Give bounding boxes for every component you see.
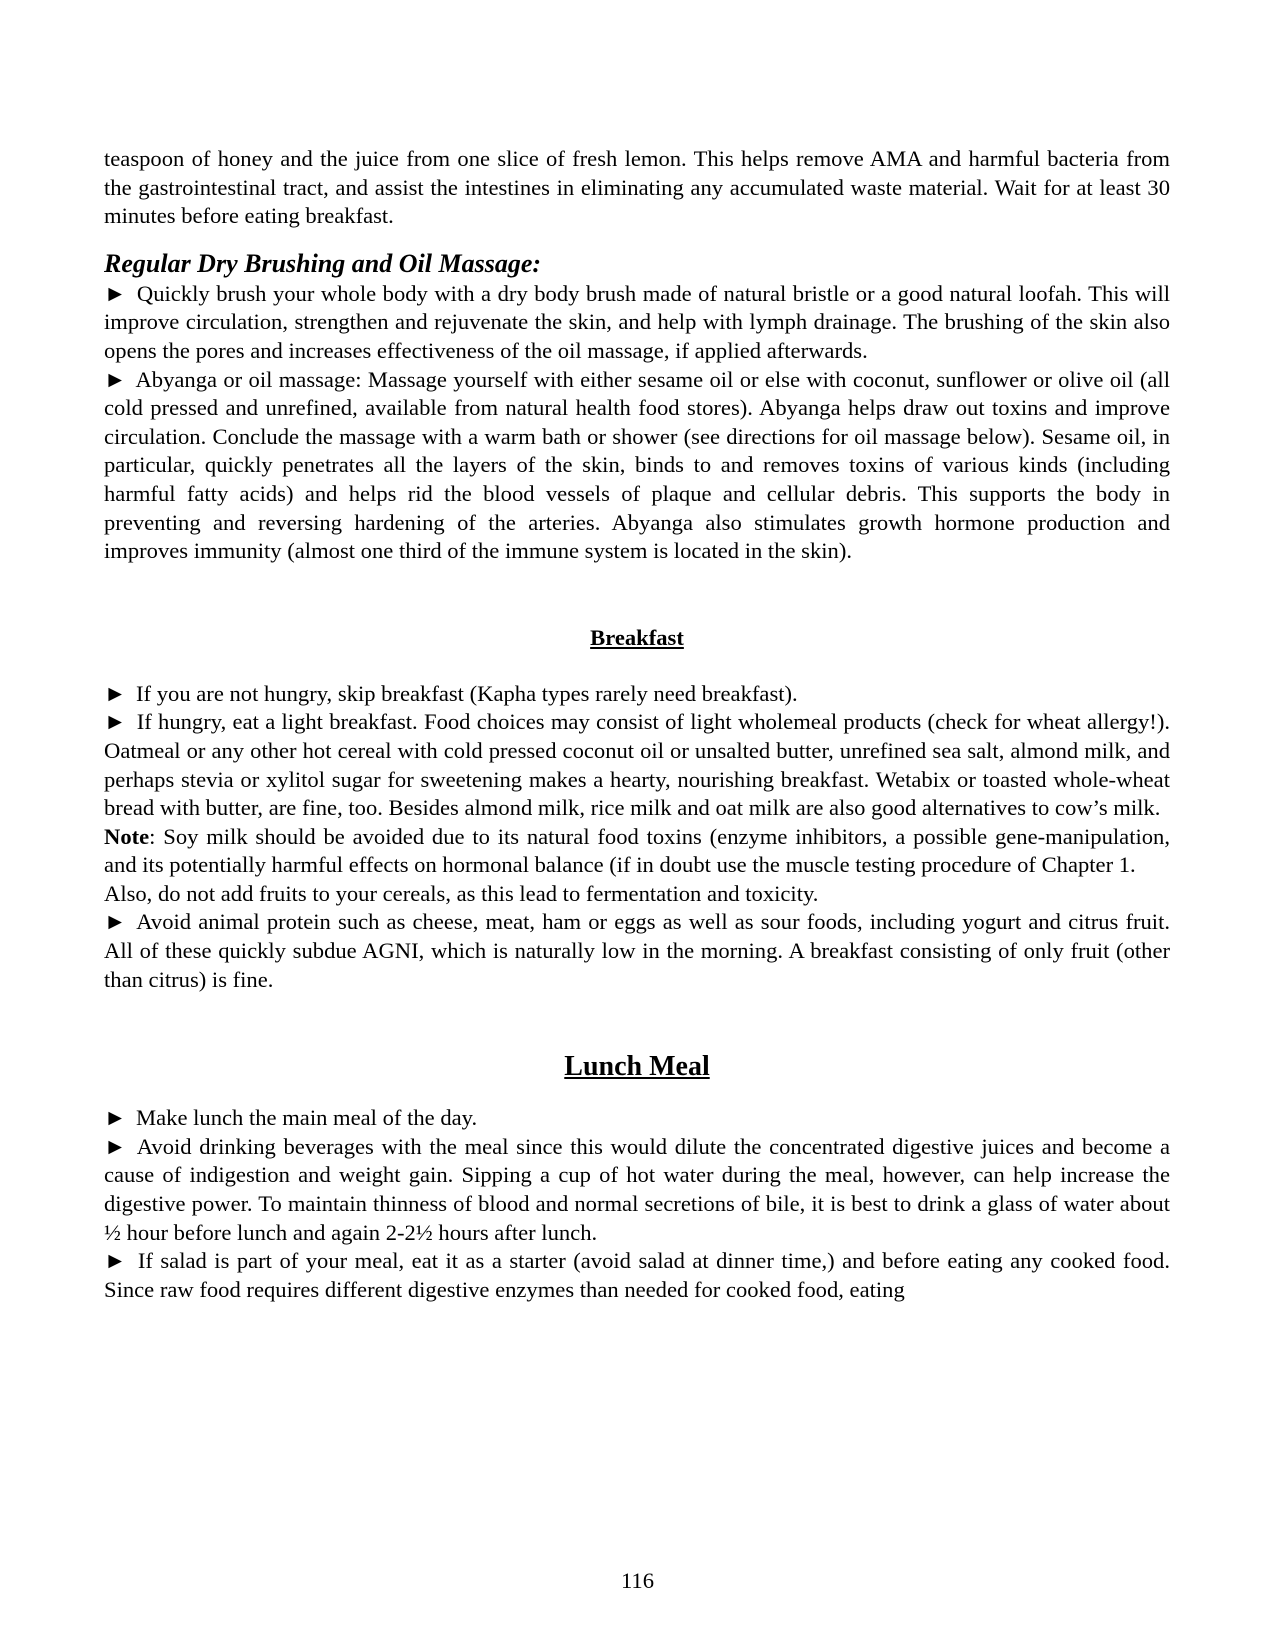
bullet-arrow-icon: ►: [104, 909, 127, 935]
breakfast-heading: Breakfast: [590, 624, 684, 650]
bullet-arrow-icon: ►: [104, 1133, 127, 1159]
lunch-item-1: ► Make lunch the main meal of the day.: [104, 1105, 478, 1131]
breakfast-also: Also, do not add fruits to your cereals, as this lead to fermentation and toxicity.: [104, 880, 819, 906]
breakfast-note: Note: Soy milk should be avoided due to its natural food toxins (enzyme inhibitors, a possible gene-manipulation, and its potentially harmful effects on hormonal balance (if in doubt use the muscle testing procedure of Chapter 1.: [104, 823, 1170, 878]
dry-brushing-heading: Regular Dry Brushing and Oil Massage:: [104, 248, 542, 278]
breakfast-item-1: ► If you are not hungry, skip breakfast (Kapha types rarely need breakfast).: [104, 680, 798, 706]
lunch-item-2: ► Avoid drinking beverages with the meal since this would dilute the concentrated digestive juices and become a cause of indigestion and weight gain. Sipping a cup of hot water during the meal, however, can help increase the digestive power. To maintain thinness of blood and normal secretions of bile, it is best to drink a glass of water about ½ hour before lunch and again 2-2½ hours after lunch.: [104, 1133, 1170, 1245]
page-number: 116: [620, 1568, 655, 1593]
note-label: Note: [104, 823, 150, 849]
bullet-arrow-icon: ►: [104, 1248, 127, 1274]
lunch-heading: Lunch Meal: [564, 1051, 710, 1083]
breakfast-item-3: ► Avoid animal protein such as cheese, meat, ham or eggs as well as sour foods, including yogurt and citrus fruit. All of these quickly subdue AGNI, which is naturally low in the morning. A breakfast consisting of only fruit (other than citrus) is fine.: [104, 909, 1171, 992]
lunch-item-3: ► If salad is part of your meal, eat it as a starter (avoid salad at dinner time,) and before eating any cooked food. Since raw food requires different digestive enzymes than needed for cooked food, eating: [104, 1248, 1170, 1302]
page-content: [104, 145, 1170, 1304]
bullet-arrow-icon: ►: [104, 1105, 127, 1131]
bullet-arrow-icon: ►: [104, 366, 127, 392]
breakfast-item-2: ► If hungry, eat a light breakfast. Food choices may consist of light wholemeal products (check for wheat allergy!). Oatmeal or any other hot cereal with cold pressed coconut oil or unsalted butter, unrefined sea salt, almond milk, and perhaps stevia or xylitol sugar for sweetening makes a hearty, nourishing breakfast. Wetabix or toasted whole-wheat bread with butter, are fine, too. Besides almond milk, rice milk and oat milk are also good alternatives to cow’s milk.: [104, 709, 1170, 821]
dry-brushing-item-2: ► Abyanga or oil massage: Massage yourself with either sesame oil or else with coconut, sunflower or olive oil (all cold pressed and unrefined, available from natural health food stores). Abyanga helps draw out toxins and improve circulation. Conclude the massage with a warm bath or shower (see directions for oil massage below). Sesame oil, in particular, quickly penetrates all the layers of the skin, binds to and removes toxins of various kinds (including harmful fatty acids) and helps rid the blood vessels of plaque and cellular debris. This supports the body in preventing and reversing hardening of the arteries. Abyanga also stimulates growth hormone production and improves immunity (almost one third of the immune system is located in the skin).: [104, 366, 1170, 564]
dry-brushing-item-1: ► Quickly brush your whole body with a dry body brush made of natural bristle or a good natural loofah. This will improve circulation, strengthen and rejuvenate the skin, and help with lymph drainage. The brushing of the skin also opens the pores and increases effectiveness of the oil massage, if applied afterwards.: [104, 280, 1170, 363]
bullet-arrow-icon: ►: [104, 680, 127, 706]
intro-paragraph: teaspoon of honey and the juice from one slice of fresh lemon. This helps remove AMA and harmful bacteria from the gastrointestinal tract, and assist the intestines in eliminating any accumulated waste material. Wait for at least 30 minutes before eating breakfast.: [104, 146, 1170, 229]
bullet-arrow-icon: ►: [104, 280, 127, 306]
bullet-arrow-icon: ►: [104, 709, 127, 735]
